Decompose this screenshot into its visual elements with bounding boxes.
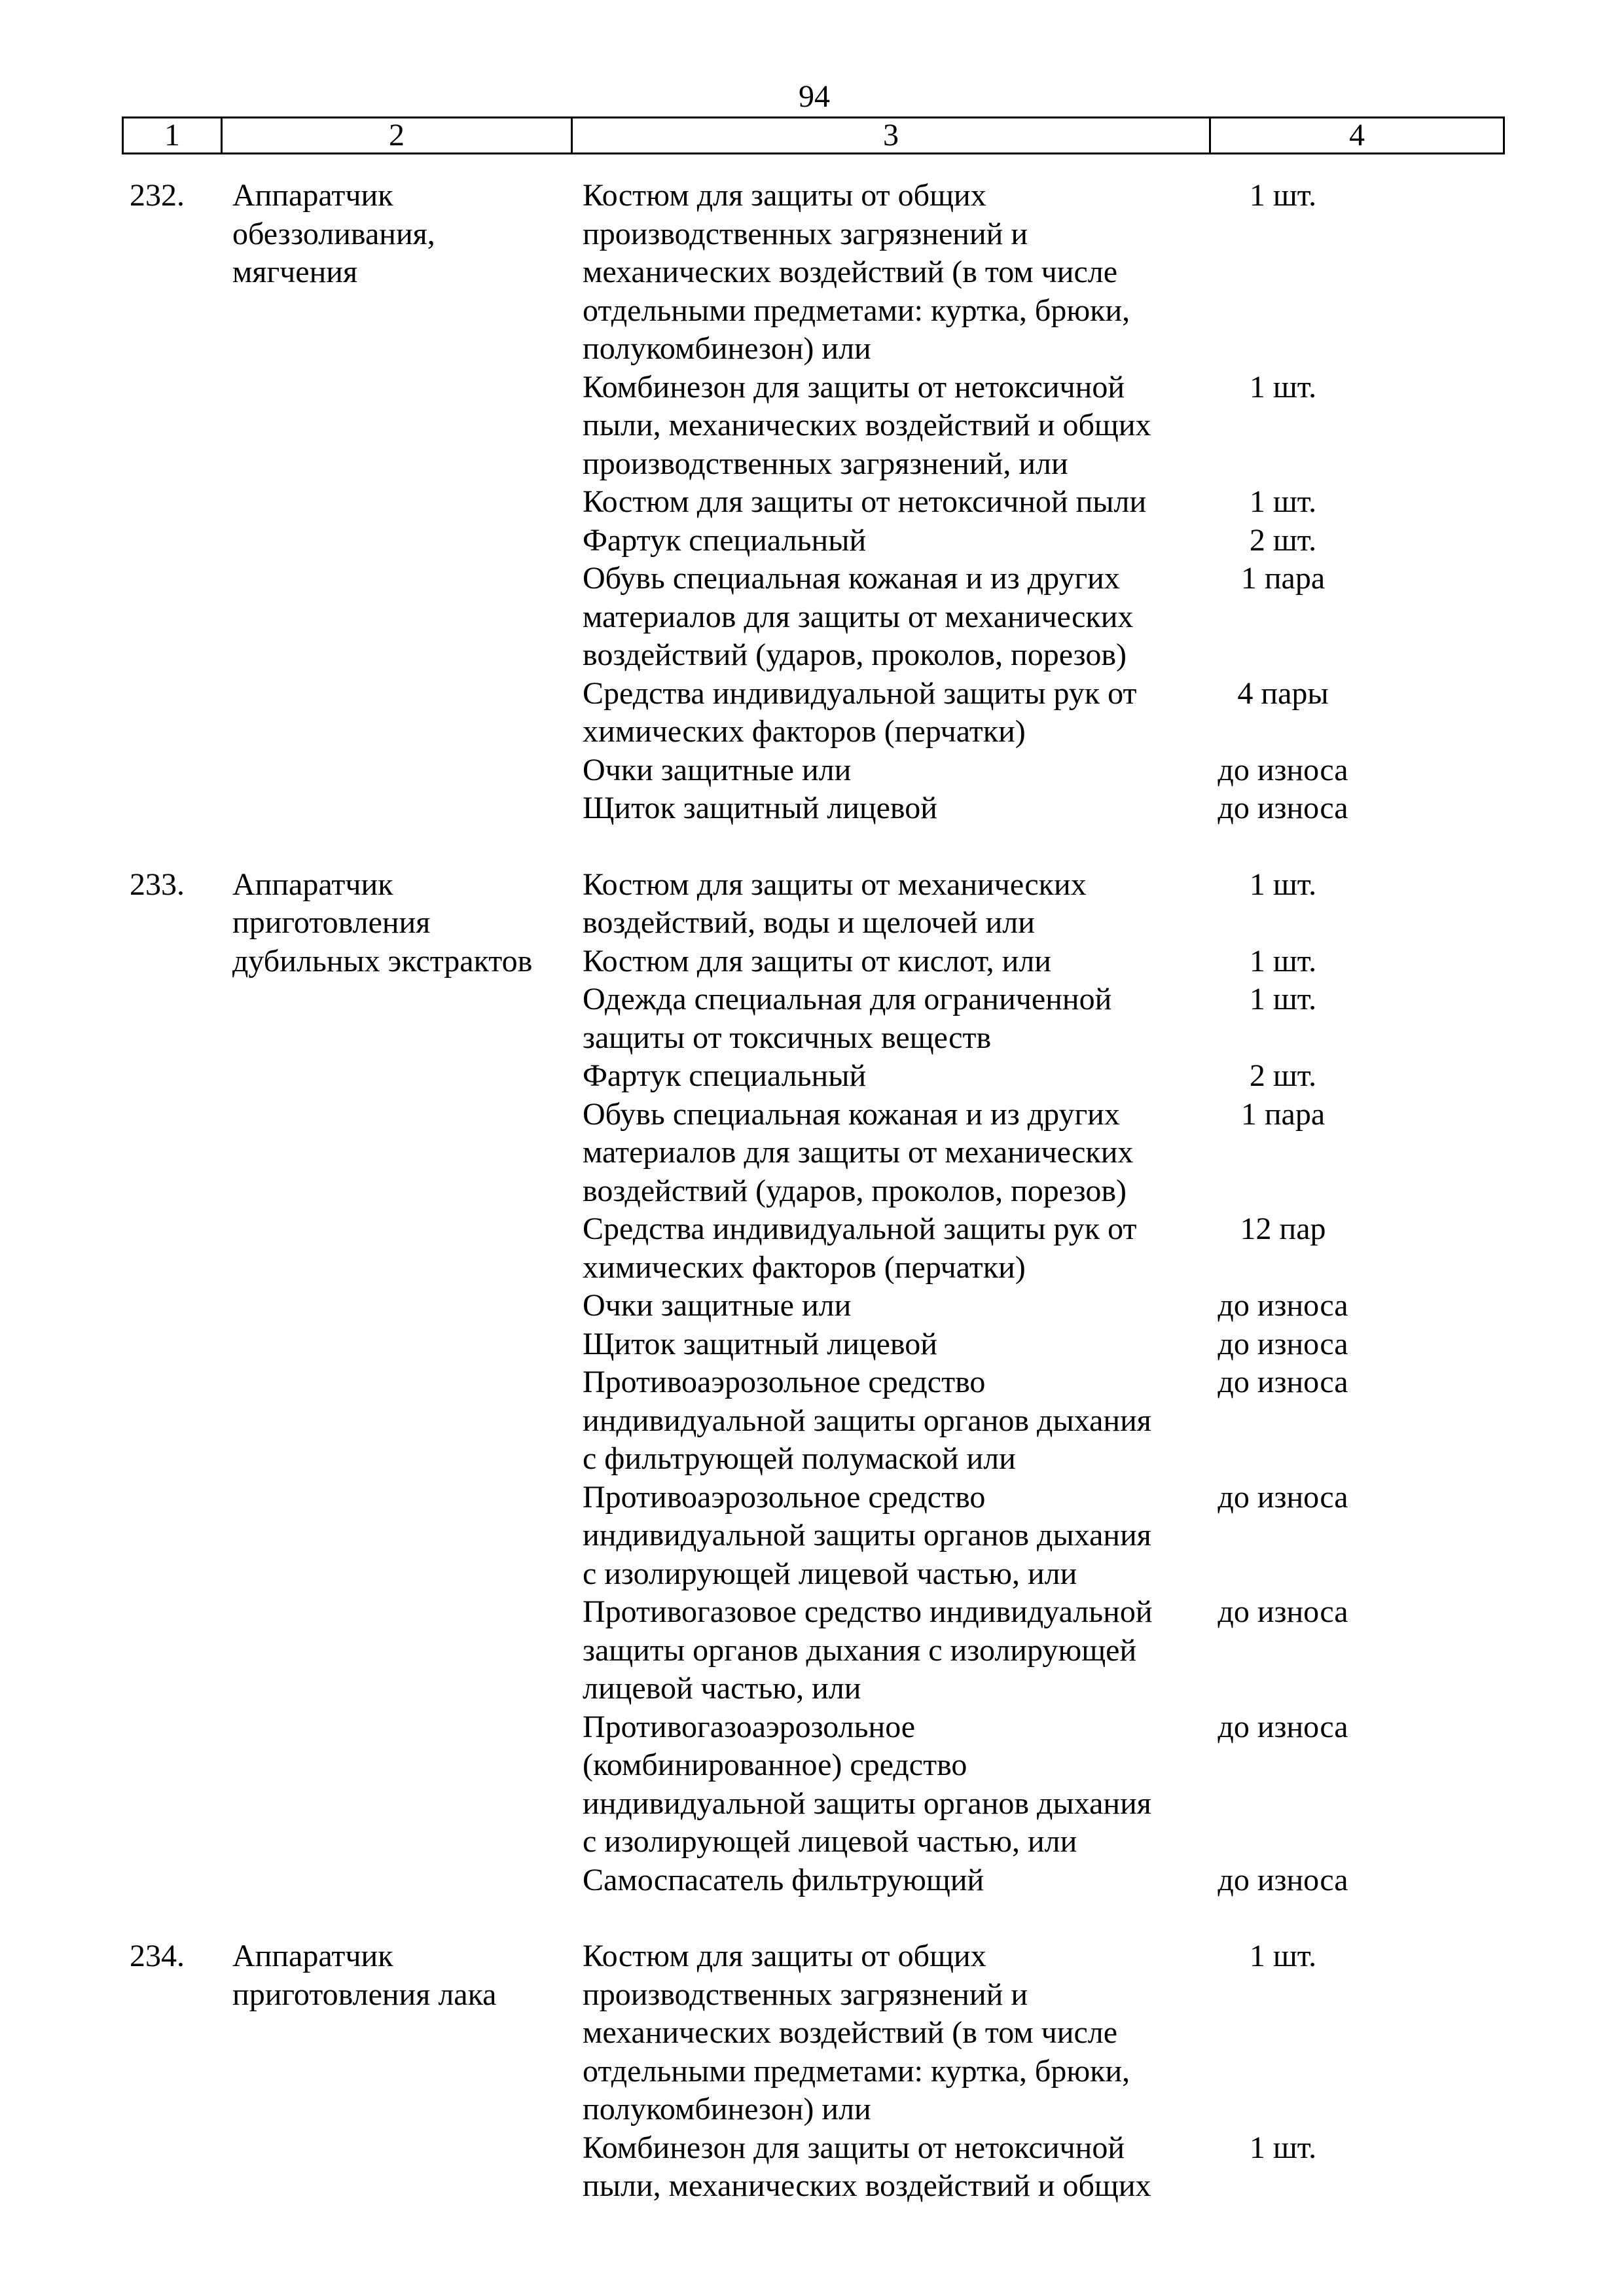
table-row: [0, 177, 1624, 828]
equipment-name-line: Средства индивидуальной защиты рук от: [583, 675, 1137, 711]
equipment-name-line: полукомбинезон) или: [583, 331, 871, 366]
equipment-name-line: химических факторов (перчатки): [583, 714, 1026, 749]
equipment-item: [583, 751, 1375, 790]
profession-line: Аппаратчик: [232, 867, 393, 902]
equipment-name: [583, 368, 1191, 484]
equipment-item: [583, 980, 1375, 1057]
equipment-name-line: Костюм для защиты от кислот, или: [583, 943, 1051, 978]
equipment-name: [583, 675, 1191, 751]
equipment-item: [583, 942, 1375, 981]
equipment-item: [583, 675, 1375, 751]
equipment-name: [583, 789, 1191, 828]
equipment-quantity: до износа: [1218, 1594, 1348, 1629]
equipment-quantity: до износа: [1218, 791, 1348, 825]
equipment-item: [583, 1708, 1375, 1861]
equipment-name: [583, 980, 1191, 1057]
equipment-name-line: Обувь специальная кожаная и из других: [583, 561, 1120, 596]
equipment-name: [583, 1593, 1191, 1708]
equipment-name: [583, 522, 1191, 560]
equipment-name-line: производственных загрязнений и: [583, 216, 1028, 251]
equipment-name-line: Щиток защитный лицевой: [583, 1326, 937, 1361]
equipment-name: [583, 1325, 1191, 1364]
equipment-name-line: Комбинезон для защиты от нетоксичной: [583, 2130, 1125, 2165]
profession-line: Аппаратчик: [232, 1939, 393, 1973]
equipment-name: [583, 483, 1191, 522]
equipment-name-line: индивидуальной защиты органов дыхания: [583, 1785, 1151, 1821]
equipment-name-line: пыли, механических воздействий и общих: [583, 408, 1151, 442]
equipment-name: [583, 2129, 1191, 2206]
equipment-item: [583, 789, 1375, 828]
equipment-item: [583, 1325, 1375, 1364]
equipment-name: [583, 866, 1191, 942]
equipment-name-line: материалов для защиты от механических: [583, 1135, 1134, 1170]
equipment-item: [583, 368, 1375, 484]
equipment-item: [583, 2129, 1375, 2206]
profession-line: дубильных экстрактов: [232, 943, 533, 978]
equipment-item: [583, 1937, 1375, 2129]
equipment-name-line: отдельными предметами: куртка, брюки,: [583, 2053, 1130, 2089]
equipment-item: [583, 177, 1375, 368]
equipment-quantity: 1 шт.: [1249, 369, 1317, 404]
equipment-name-line: (комбинированное) средство: [583, 1748, 967, 1782]
equipment-name-line: Комбинезон для защиты от нетоксичной: [583, 369, 1125, 404]
equipment-name-line: Одежда специальная для ограниченной: [583, 982, 1112, 1016]
equipment-name-line: с изолирующей лицевой частью, или: [583, 1824, 1077, 1859]
equipment-item: [583, 866, 1375, 942]
equipment-quantity: до износа: [1218, 752, 1348, 787]
table-row: [0, 866, 1624, 1900]
equipment-name-line: Фартук специальный: [583, 1058, 867, 1093]
equipment-quantity: до износа: [1218, 1288, 1348, 1323]
equipment-list: [583, 177, 1375, 828]
profession-line: Аппаратчик: [232, 178, 393, 213]
profession-line: обеззоливания,: [232, 216, 435, 251]
equipment-name-line: воздействий, воды и щелочей или: [583, 905, 1035, 940]
equipment-name: [583, 942, 1191, 981]
equipment-name: [583, 1287, 1191, 1325]
equipment-name-line: отдельными предметами: куртка, брюки,: [583, 293, 1130, 328]
equipment-item: [583, 1210, 1375, 1287]
equipment-name-line: производственных загрязнений и: [583, 1977, 1028, 2012]
table-body: [0, 177, 1624, 2244]
column-header-4: 4: [1209, 118, 1503, 152]
equipment-quantity: 1 шт.: [1249, 2130, 1317, 2165]
equipment-quantity: до износа: [1218, 1326, 1348, 1361]
equipment-quantity: 1 пара: [1240, 561, 1326, 596]
page-number: 94: [799, 79, 830, 114]
equipment-item: [583, 560, 1375, 675]
equipment-name-line: производственных загрязнений, или: [583, 446, 1068, 481]
equipment-name-line: Самоспасатель фильтрующий: [583, 1862, 984, 1897]
equipment-name-line: с изолирующей лицевой частью, или: [583, 1556, 1077, 1591]
equipment-quantity: до износа: [1218, 1709, 1348, 1744]
equipment-quantity: 2 шт.: [1249, 1058, 1317, 1093]
equipment-quantity: 2 шт.: [1249, 522, 1317, 558]
equipment-name-line: Очки защитные или: [583, 752, 852, 787]
equipment-name-line: Противоаэрозольное средство: [583, 1479, 986, 1515]
equipment-name: [583, 1057, 1191, 1096]
equipment-name-line: с фильтрующей полумаской или: [583, 1441, 1016, 1476]
equipment-name-line: Фартук специальный: [583, 522, 867, 558]
equipment-quantity: 1 шт.: [1249, 982, 1317, 1016]
entry-number: 232.: [130, 178, 185, 213]
profession-name: [232, 866, 573, 981]
equipment-quantity: 1 шт.: [1249, 867, 1317, 902]
equipment-name-line: Костюм для защиты от общих: [583, 1939, 986, 1973]
equipment-item: [583, 483, 1375, 522]
equipment-name: [583, 1937, 1191, 2129]
equipment-quantity: 4 пары: [1237, 675, 1329, 711]
table-row: [0, 1937, 1624, 2206]
equipment-quantity: до износа: [1218, 1479, 1348, 1515]
equipment-quantity: 1 шт.: [1249, 943, 1317, 978]
profession-name: [232, 1937, 573, 2014]
profession-name: [232, 177, 573, 292]
equipment-name-line: Очки защитные или: [583, 1288, 852, 1323]
equipment-name: [583, 1210, 1191, 1287]
equipment-name-line: химических факторов (перчатки): [583, 1249, 1026, 1285]
profession-line: приготовления лака: [232, 1977, 497, 2012]
equipment-name: [583, 1708, 1191, 1861]
equipment-item: [583, 1096, 1375, 1211]
profession-line: мягчения: [232, 255, 358, 289]
equipment-name-line: воздействий (ударов, проколов, порезов): [583, 637, 1127, 672]
equipment-name: [583, 1096, 1191, 1211]
equipment-name: [583, 177, 1191, 368]
column-header-2: 2: [221, 118, 571, 152]
equipment-quantity: 1 шт.: [1249, 484, 1317, 519]
equipment-name-line: защиты органов дыхания с изолирующей: [583, 1632, 1137, 1668]
equipment-name-line: Костюм для защиты от общих: [583, 178, 986, 213]
equipment-name-line: воздействий (ударов, проколов, порезов): [583, 1173, 1127, 1208]
equipment-name-line: Костюм для защиты от механических: [583, 867, 1087, 902]
equipment-name-line: Противогазовое средство индивидуальной: [583, 1594, 1153, 1629]
profession-line: приготовления: [232, 905, 431, 940]
equipment-name-line: индивидуальной защиты органов дыхания: [583, 1518, 1151, 1552]
equipment-name: [583, 1861, 1191, 1900]
equipment-quantity: 12 пар: [1240, 1211, 1326, 1246]
equipment-name-line: Средства индивидуальной защиты рук от: [583, 1211, 1137, 1246]
entry-number: 234.: [130, 1939, 185, 1973]
equipment-item: [583, 1287, 1375, 1325]
equipment-name-line: полукомбинезон) или: [583, 2092, 871, 2126]
equipment-item: [583, 1057, 1375, 1096]
equipment-name-line: пыли, механических воздействий и общих: [583, 2168, 1151, 2203]
entry-number: 233.: [130, 867, 185, 902]
equipment-name-line: механических воздействий (в том числе: [583, 255, 1118, 289]
column-header-1: 1: [164, 118, 180, 152]
equipment-name: [583, 1479, 1191, 1594]
column-header-row: [122, 117, 1505, 154]
equipment-list: [583, 866, 1375, 1900]
equipment-quantity: 1 пара: [1240, 1096, 1326, 1132]
equipment-quantity: до износа: [1218, 1365, 1348, 1399]
equipment-quantity: 1 шт.: [1249, 178, 1317, 213]
equipment-name-line: индивидуальной защиты органов дыхания: [583, 1403, 1151, 1438]
equipment-name-line: Противоаэрозольное средство: [583, 1365, 986, 1399]
equipment-name-line: защиты от токсичных веществ: [583, 1020, 992, 1055]
equipment-name: [583, 560, 1191, 675]
equipment-item: [583, 1363, 1375, 1479]
equipment-item: [583, 1861, 1375, 1900]
equipment-quantity: до износа: [1218, 1862, 1348, 1897]
equipment-name: [583, 1363, 1191, 1479]
equipment-list: [583, 1937, 1375, 2206]
equipment-item: [583, 522, 1375, 560]
equipment-name-line: механических воздействий (в том числе: [583, 2015, 1118, 2050]
equipment-item: [583, 1593, 1375, 1708]
equipment-quantity: 1 шт.: [1249, 1939, 1317, 1973]
equipment-name-line: лицевой частью, или: [583, 1671, 861, 1706]
equipment-name-line: Костюм для защиты от нетоксичной пыли: [583, 484, 1147, 519]
equipment-name-line: Щиток защитный лицевой: [583, 791, 937, 825]
equipment-name: [583, 751, 1191, 790]
equipment-name-line: материалов для защиты от механических: [583, 599, 1134, 634]
equipment-item: [583, 1479, 1375, 1594]
equipment-name-line: Обувь специальная кожаная и из других: [583, 1096, 1120, 1132]
column-header-3: 3: [571, 118, 1209, 152]
equipment-name-line: Противогазоаэрозольное: [583, 1709, 916, 1744]
